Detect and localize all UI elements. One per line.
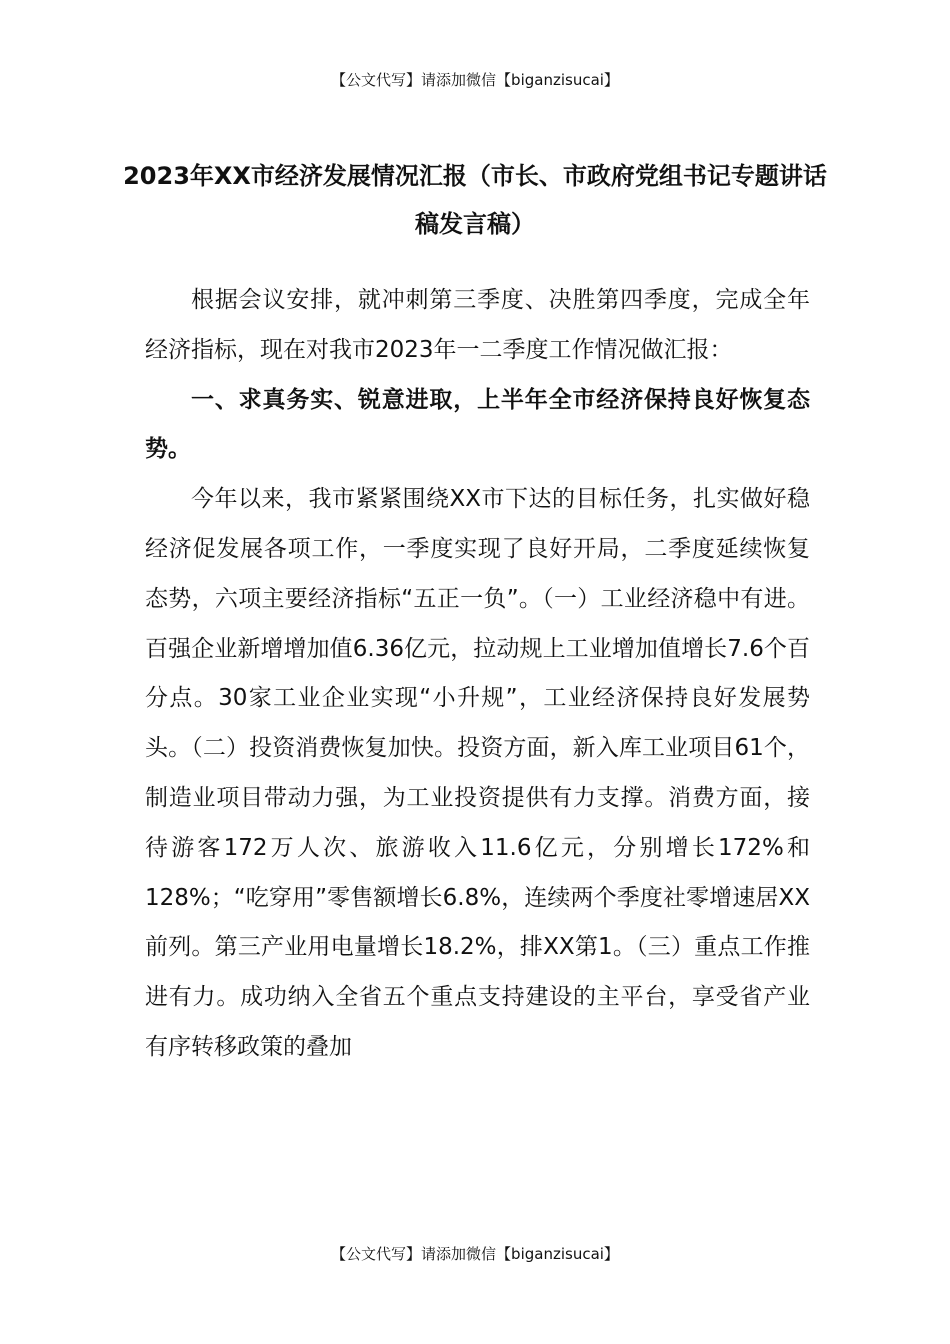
intro-paragraph: 根据会议安排，就冲刺第三季度、决胜第四季度，完成全年经济指标，现在对我市2023年一二季度工作情况做汇报： [145, 287, 810, 363]
page-header: 【公文代写】请添加微信【biganzisucai】 [331, 71, 619, 89]
page-footer: 【公文代写】请添加微信【biganzisucai】 [331, 1245, 619, 1263]
document-title: 2023年XX市经济发展情况汇报（市长、市政府党组书记专题讲话稿发言稿） [123, 162, 827, 238]
document-body [145, 276, 810, 1073]
section-heading: 一、求真务实、锐意进取，上半年全市经济保持良好恢复态势。 [145, 386, 810, 463]
body-paragraph: 今年以来，我市紧紧围绕XX市下达的目标任务，扎实做好稳经济促发展各项工作，一季度实现了良好开局，二季度延续恢复态势，六项主要经济指标“五正一负”。（一）工业经济稳中有进。百强企业新增增加值6.36亿元，拉动规上工业增加值增长7.6个百分点。30家工业企业实现“小升规”，工业经济保持良好发展势头。（二）投资消费恢复加快。投资方面，新入库工业项目61个，制造业项目带动力强，为工业投资提供有力支撑。消费方面，接待游客172万人次、旅游收入11.6亿元，分别增长172%和128%；“吃穿用”零售额增长6.8%，连续两个季度社零增速居XX前列。第三产业用电量增长18.2%，排XX第1。（三）重点工作推进有力。成功纳入全省五个重点支持建设的主平台，享受省产业有序转移政策的叠加 [145, 486, 810, 1060]
